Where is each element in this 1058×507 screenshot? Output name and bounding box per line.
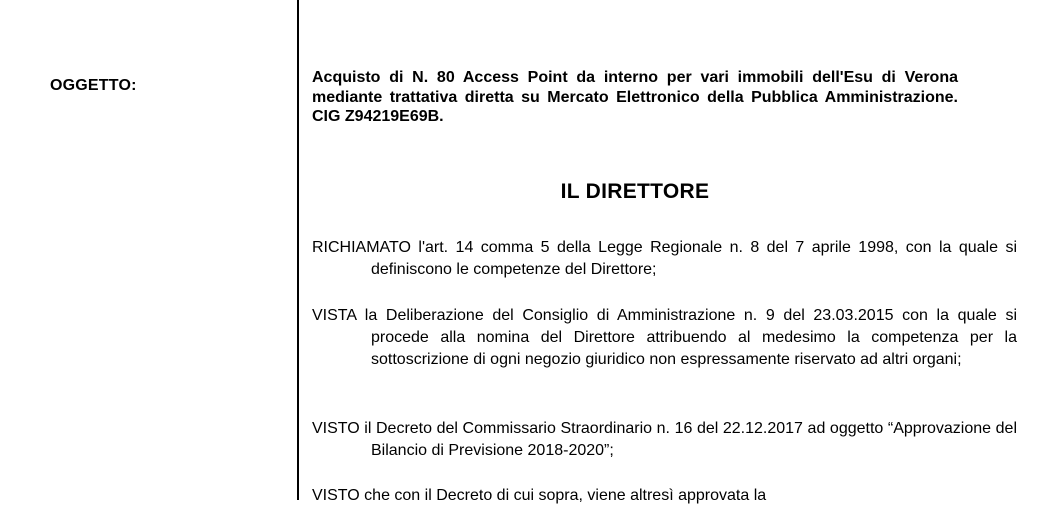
director-heading: IL DIRETTORE bbox=[560, 180, 710, 203]
paragraph-vista-deliberazione: VISTA la Deliberazione del Consiglio di Amministrazione n. 9 del 23.03.2015 con la quale si procede alla nomina del Direttore attribuendo al medesimo la competenza per la sottoscrizione di ogni negozio giuridico non espressamente riservato ad altri organi; bbox=[312, 307, 1017, 368]
subject-text: Acquisto di N. 80 Access Point da interno per vari immobili dell'Esu di Verona mediante trattativa diretta su Mercato Elettronico della Pubblica Amministrazione. CIG Z94219E69B. bbox=[312, 69, 958, 125]
column-divider bbox=[297, 0, 299, 500]
paragraph-visto-che: VISTO che con il Decreto di cui sopra, viene altresì approvata la bbox=[312, 487, 767, 504]
paragraph-richiamato: RICHIAMATO l'art. 14 comma 5 della Legge Regionale n. 8 del 7 aprile 1998, con la quale si definiscono le competenze del Direttore; bbox=[312, 239, 1017, 278]
oggetto-label: OGGETTO: bbox=[50, 77, 137, 94]
paragraph-visto-decreto: VISTO il Decreto del Commissario Straordinario n. 16 del 22.12.2017 ad oggetto “Approvazione del Bilancio di Previsione 2018-2020”; bbox=[312, 420, 1017, 459]
